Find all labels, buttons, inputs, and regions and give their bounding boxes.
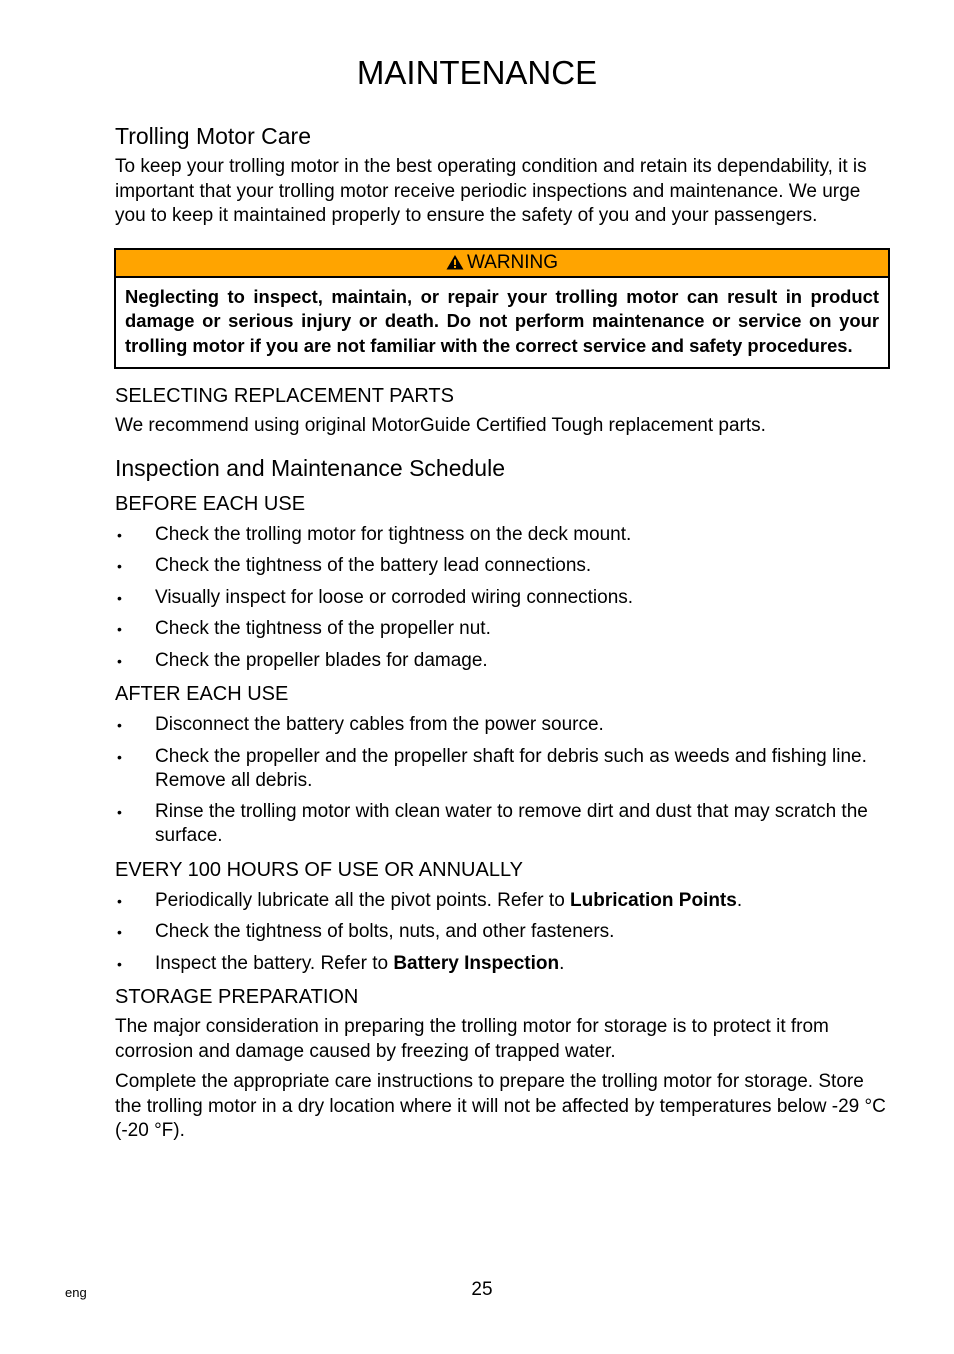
page-content bbox=[115, 120, 890, 1144]
page-title: MAINTENANCE bbox=[356, 54, 598, 91]
warning-triangle-icon bbox=[446, 254, 464, 270]
warning-text: Neglecting to inspect, maintain, or repair your trolling motor can result in product damage or serious injury or death. Do not perform maintenance or service on your trolling motor if you are not familiar with the correct service and safety procedures. bbox=[125, 285, 879, 356]
list-item: • Check the propeller and the propeller shaft for debris such as weeds and fishing line. Remove all debris. bbox=[117, 745, 867, 791]
list-item: • Check the tightness of bolts, nuts, and other fasteners. bbox=[117, 921, 615, 942]
list-item: • Inspect the battery. Refer to Battery Inspection. bbox=[117, 952, 565, 974]
footer-language: eng bbox=[65, 1285, 87, 1300]
storage-heading: STORAGE PREPARATION bbox=[115, 986, 359, 1008]
trolling-motor-care-paragraph: To keep your trolling motor in the best operating condition and retain its dependability, it is important that your trolling motor receive periodic inspections and maintenance. We urge you to keep it maintained properly to ensure the safety of you and your passengers. bbox=[115, 156, 867, 226]
after-each-use-list bbox=[115, 713, 890, 848]
replacement-parts-paragraph: We recommend using original MotorGuide Certified Tough replacement parts. bbox=[115, 415, 766, 436]
page-number: 25 bbox=[471, 1279, 493, 1300]
warning-label: WARNING bbox=[466, 251, 559, 273]
list-item: • Visually inspect for loose or corroded wiring connections. bbox=[117, 586, 634, 608]
trolling-motor-care-heading: Trolling Motor Care bbox=[115, 123, 311, 149]
warning-header bbox=[116, 250, 888, 278]
list-item: • Periodically lubricate all the pivot points. Refer to Lubrication Points. bbox=[117, 889, 743, 911]
list-item: • Check the tightness of the propeller nut. bbox=[117, 618, 491, 639]
list-item: • Check the trolling motor for tightness on the deck mount. bbox=[117, 523, 632, 545]
lubrication-points-reference: Lubrication Points bbox=[570, 889, 737, 911]
list-item: • Disconnect the battery cables from the power source. bbox=[117, 714, 604, 735]
storage-paragraph-2: Complete the appropriate care instructions to prepare the trolling motor for storage. Store the trolling motor in a dry location where it will not be affected by temperatures below -29 °C (-20 °F). bbox=[115, 1071, 886, 1141]
schedule-heading: Inspection and Maintenance Schedule bbox=[115, 454, 506, 481]
every-100-hours-heading: EVERY 100 HOURS OF USE OR ANNUALLY bbox=[115, 858, 523, 881]
replacement-parts-heading: SELECTING REPLACEMENT PARTS bbox=[115, 385, 454, 407]
every-100-hours-list bbox=[115, 889, 890, 976]
before-each-use-heading: BEFORE EACH USE bbox=[115, 492, 306, 515]
list-item: • Rinse the trolling motor with clean water to remove dirt and dust that may scratch the surface. bbox=[117, 801, 868, 846]
warning-box bbox=[114, 248, 890, 370]
after-each-use-heading: AFTER EACH USE bbox=[115, 683, 289, 705]
battery-inspection-reference: Battery Inspection bbox=[393, 952, 560, 974]
storage-paragraph-1: The major consideration in preparing the trolling motor for storage is to protect it from corrosion and damage caused by freezing of trapped water. bbox=[115, 1016, 829, 1062]
before-each-use-list bbox=[115, 523, 890, 673]
list-item: • Check the propeller blades for damage. bbox=[117, 649, 488, 671]
list-item: • Check the tightness of the battery lead connections. bbox=[117, 555, 592, 576]
